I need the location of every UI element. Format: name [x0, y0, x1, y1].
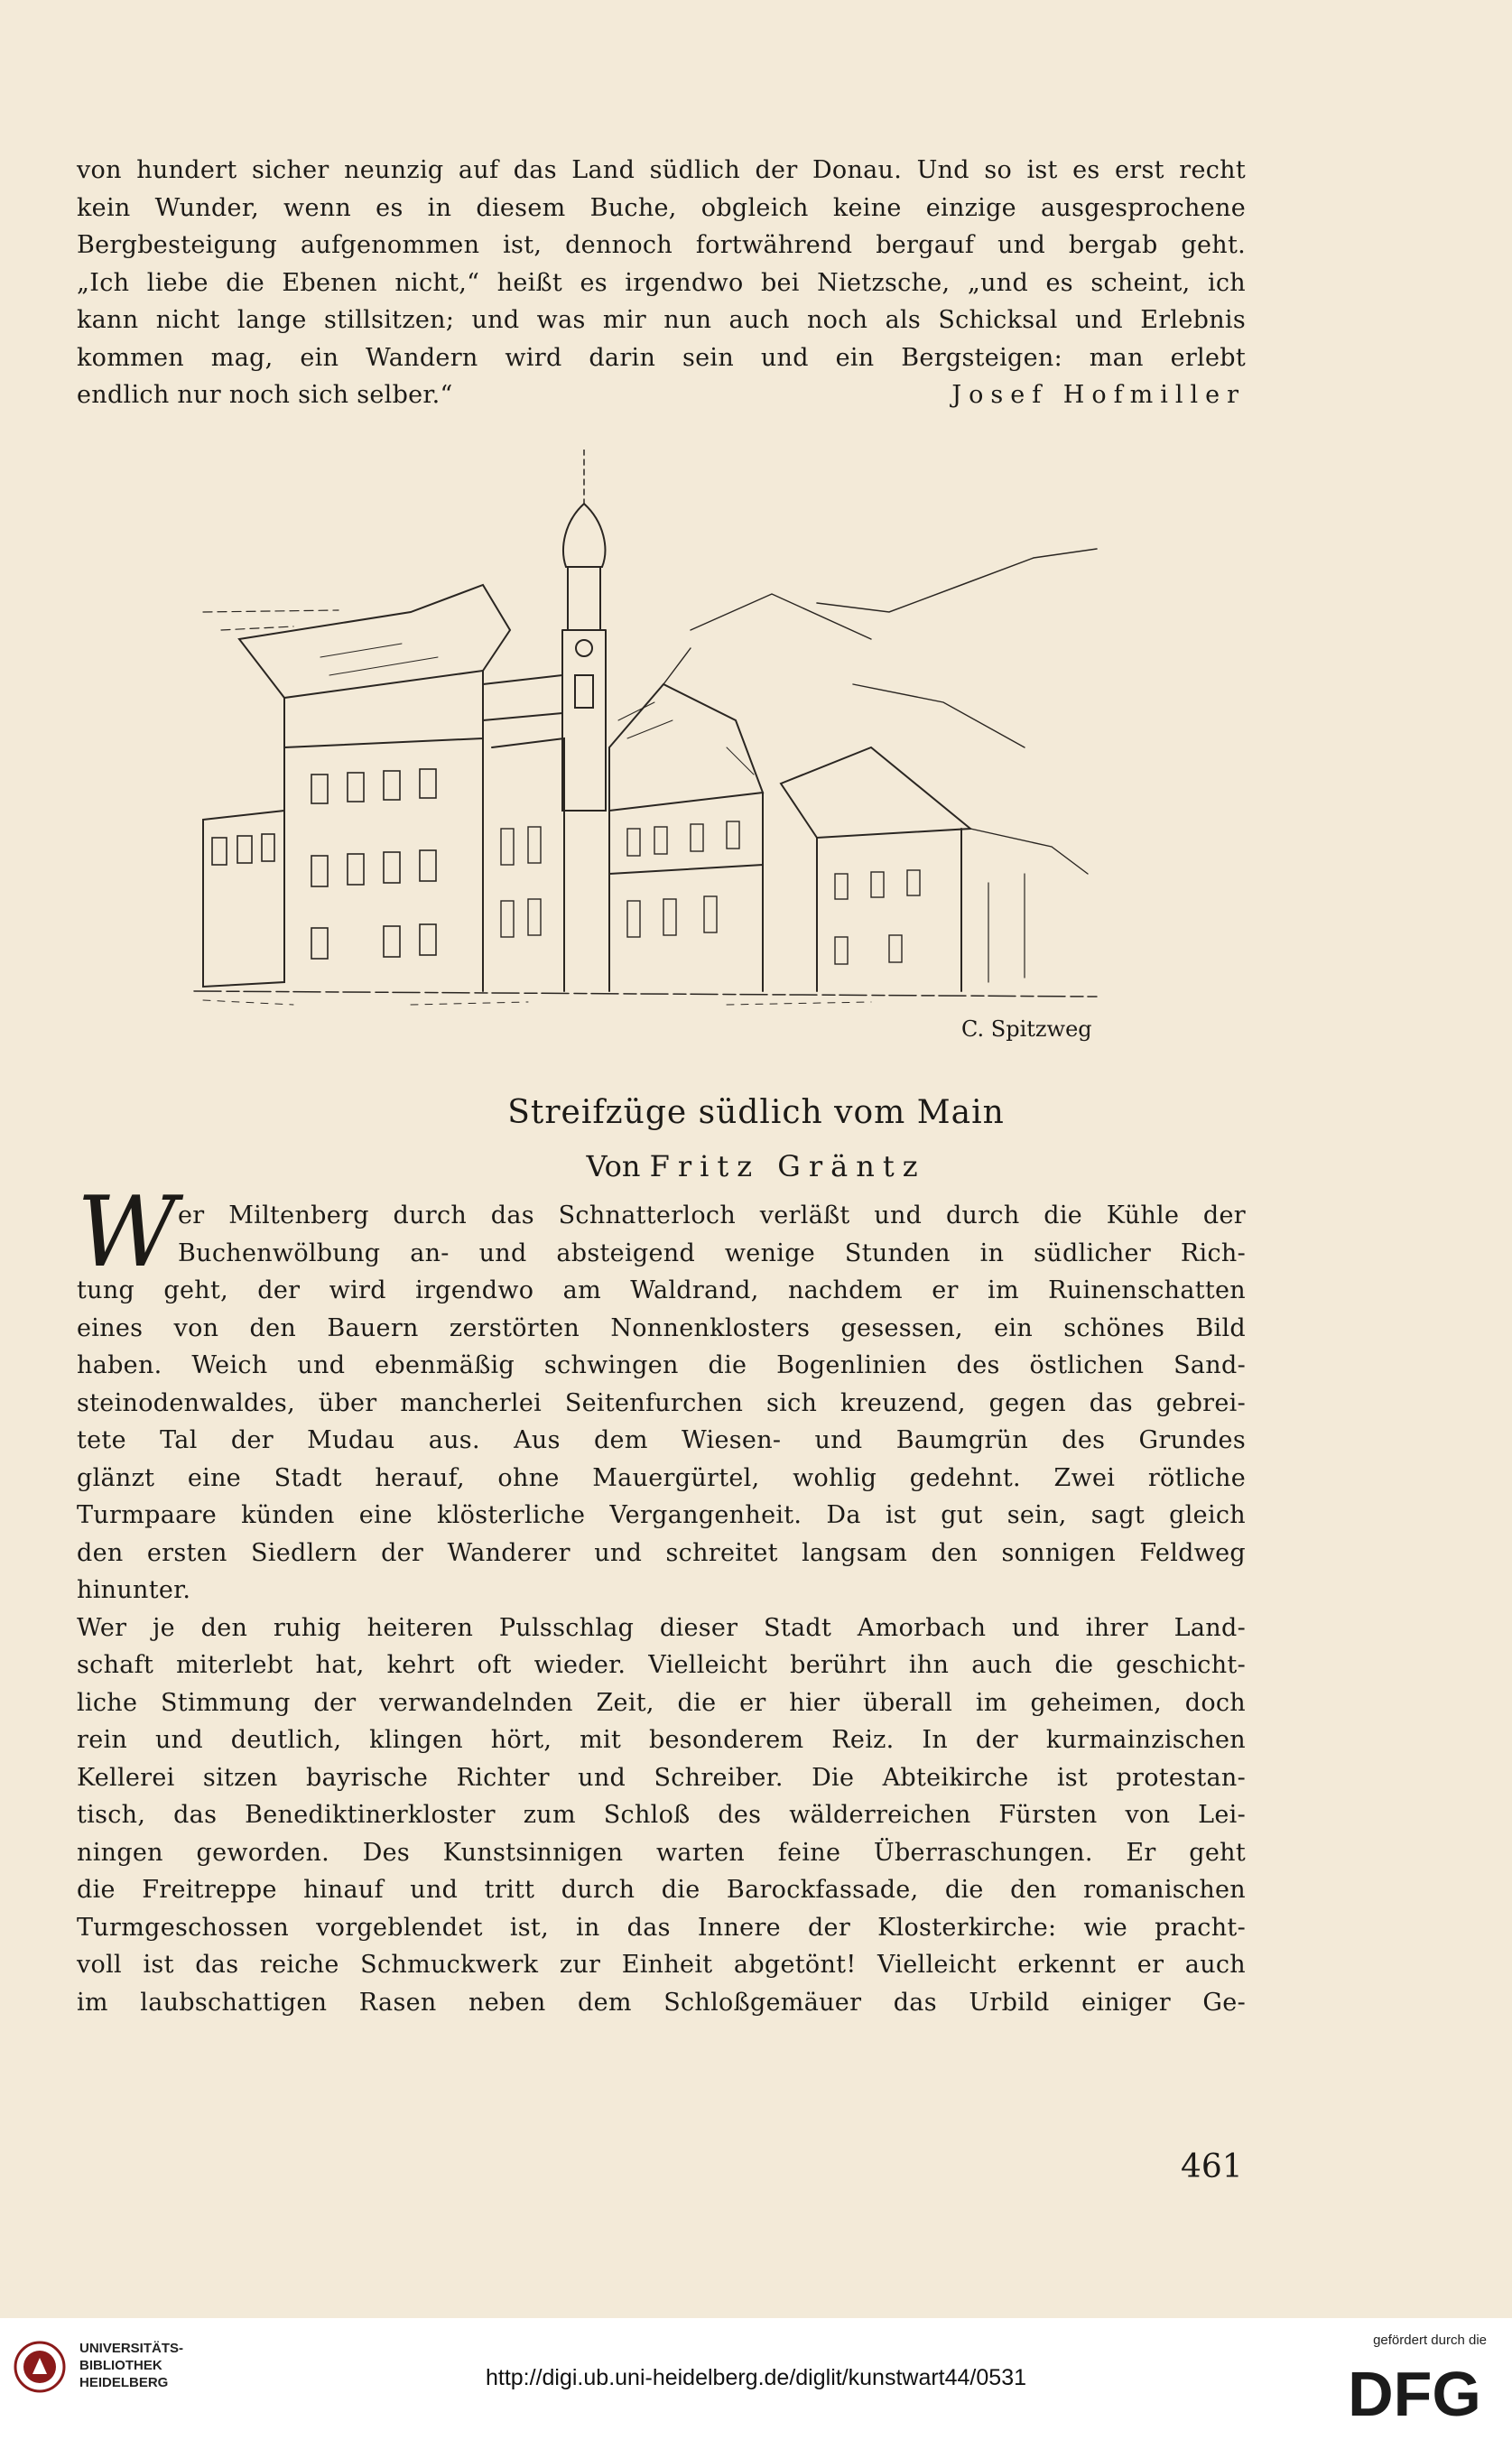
article-title: Streifzüge südlich vom Main	[507, 1094, 1005, 1131]
text-line: Wer je den ruhig heiteren Pulsschlag dieser Stadt Amorbach und ihrer Land-	[77, 1613, 1246, 1642]
text-line: Turmgeschossen vorgeblendet ist, in das Innere der Klosterkirche: wie pracht-	[77, 1913, 1246, 1942]
signature-line	[77, 376, 1246, 414]
article-body	[77, 1197, 1246, 2021]
dfg-logo-icon	[1339, 2356, 1490, 2428]
page-number: 461	[1181, 2148, 1243, 2185]
text-line: Bergbesteigung aufgenommen ist, dennoch fortwährend bergauf und bergab geht.	[77, 231, 1246, 259]
text-line: den ersten Siedlern der Wanderer und schreitet langsam den sonnigen Feldweg	[77, 1538, 1246, 1567]
sponsor-note: gefördert durch die	[1373, 2333, 1487, 2348]
text-line: haben. Weich und ebenmäßig schwingen die Bogenlinien des östlichen Sand-	[77, 1351, 1246, 1379]
drop-cap: W	[77, 1176, 178, 1289]
text-line: endlich nur noch sich selber.“	[77, 381, 453, 409]
institution-line: HEIDELBERG	[79, 2375, 169, 2390]
article-byline	[0, 1149, 1512, 1183]
institution-line: BIBLIOTHEK	[79, 2358, 162, 2373]
text-line: eines von den Bauern zerstörten Nonnenklosters gesessen, ein schönes Bild	[77, 1313, 1246, 1342]
text-line: Kellerei sitzen bayrische Richter und Schreiber. Die Abteikirche ist protestan-	[77, 1763, 1246, 1792]
text-line: steinodenwaldes, über mancherlei Seitenfurchen sich kreuzend, gegen das gebrei-	[77, 1388, 1246, 1417]
illustration-caption: C. Spitzweg	[961, 1016, 1092, 1042]
text-line: liche Stimmung der verwandelnden Zeit, die er hier überall im geheimen, doch	[77, 1688, 1246, 1717]
text-line: tisch, das Benediktinerkloster zum Schloß des wälderreichen Fürsten von Lei-	[77, 1801, 1246, 1829]
text-line: kommen mag, ein Wandern wird darin sein und ein Bergsteigen: man erlebt	[77, 343, 1246, 372]
text-line: hinunter.	[77, 1576, 191, 1604]
text-line: kann nicht lange stillsitzen; und was mir nun auch noch als Schicksal und Erlebnis	[77, 306, 1246, 334]
text-line: kein Wunder, wenn es in diesem Buche, obgleich keine einzige ausgesprochene	[77, 193, 1246, 222]
institution-line: UNIVERSITÄTS-	[79, 2341, 184, 2356]
intro-quote	[77, 152, 1246, 414]
town-sketch-illustration	[185, 450, 1115, 1009]
text-line: voll ist das reiche Schmuckwerk zur Einheit abgetönt! Vielleicht erkennt er auch	[77, 1951, 1246, 1979]
text-line: Buchenwölbung an- und absteigend wenige Stunden in südlicher Rich-	[178, 1238, 1246, 1267]
text-line: ningen geworden. Des Kunstsinnigen warten feine Überraschungen. Er geht	[77, 1838, 1246, 1867]
byline-prefix: Von	[586, 1149, 641, 1183]
text-line: rein und deutlich, klingen hört, mit besonderem Reiz. In der kurmainzischen	[77, 1726, 1246, 1754]
dfg-logo-text: DFG	[1348, 2359, 1481, 2428]
text-line: tete Tal der Mudau aus. Aus dem Wiesen- und Baumgrün des Grundes	[77, 1426, 1246, 1454]
text-line: „Ich liebe die Ebenen nicht,“ heißt es irgendwo bei Nietzsche, „und es scheint, ich	[77, 268, 1246, 297]
quote-author: Josef Hofmiller	[951, 381, 1246, 409]
text-line: schaft miterlebt hat, kehrt oft wieder. Vielleicht berührt ihn auch die geschicht-	[77, 1651, 1246, 1679]
article-author: Fritz Gräntz	[649, 1149, 926, 1183]
text-line: tung geht, der wird irgendwo am Waldrand, nachdem er im Ruinenschatten	[77, 1276, 1246, 1304]
text-line: im laubschattigen Rasen neben dem Schloßgemäuer das Urbild einiger Ge-	[77, 1988, 1246, 2017]
text-line: er Miltenberg durch das Schnatterloch verläßt und durch die Kühle der	[178, 1201, 1246, 1229]
source-url-link[interactable]: http://digi.ub.uni-heidelberg.de/diglit/kunstwart44/0531	[485, 2365, 1026, 2390]
viewer-footer	[0, 2318, 1512, 2449]
text-line: von hundert sicher neunzig auf das Land südlich der Donau. Und so ist es erst recht	[77, 156, 1246, 184]
text-line: Turmpaare künden eine klösterliche Vergangenheit. Da ist gut sein, sagt gleich	[77, 1501, 1246, 1529]
text-line: die Freitreppe hinauf und tritt durch die Barockfassade, die den romanischen	[77, 1876, 1246, 1904]
text-line: glänzt eine Stadt herauf, ohne Mauergürtel, wohlig gedehnt. Zwei rötliche	[77, 1463, 1246, 1492]
